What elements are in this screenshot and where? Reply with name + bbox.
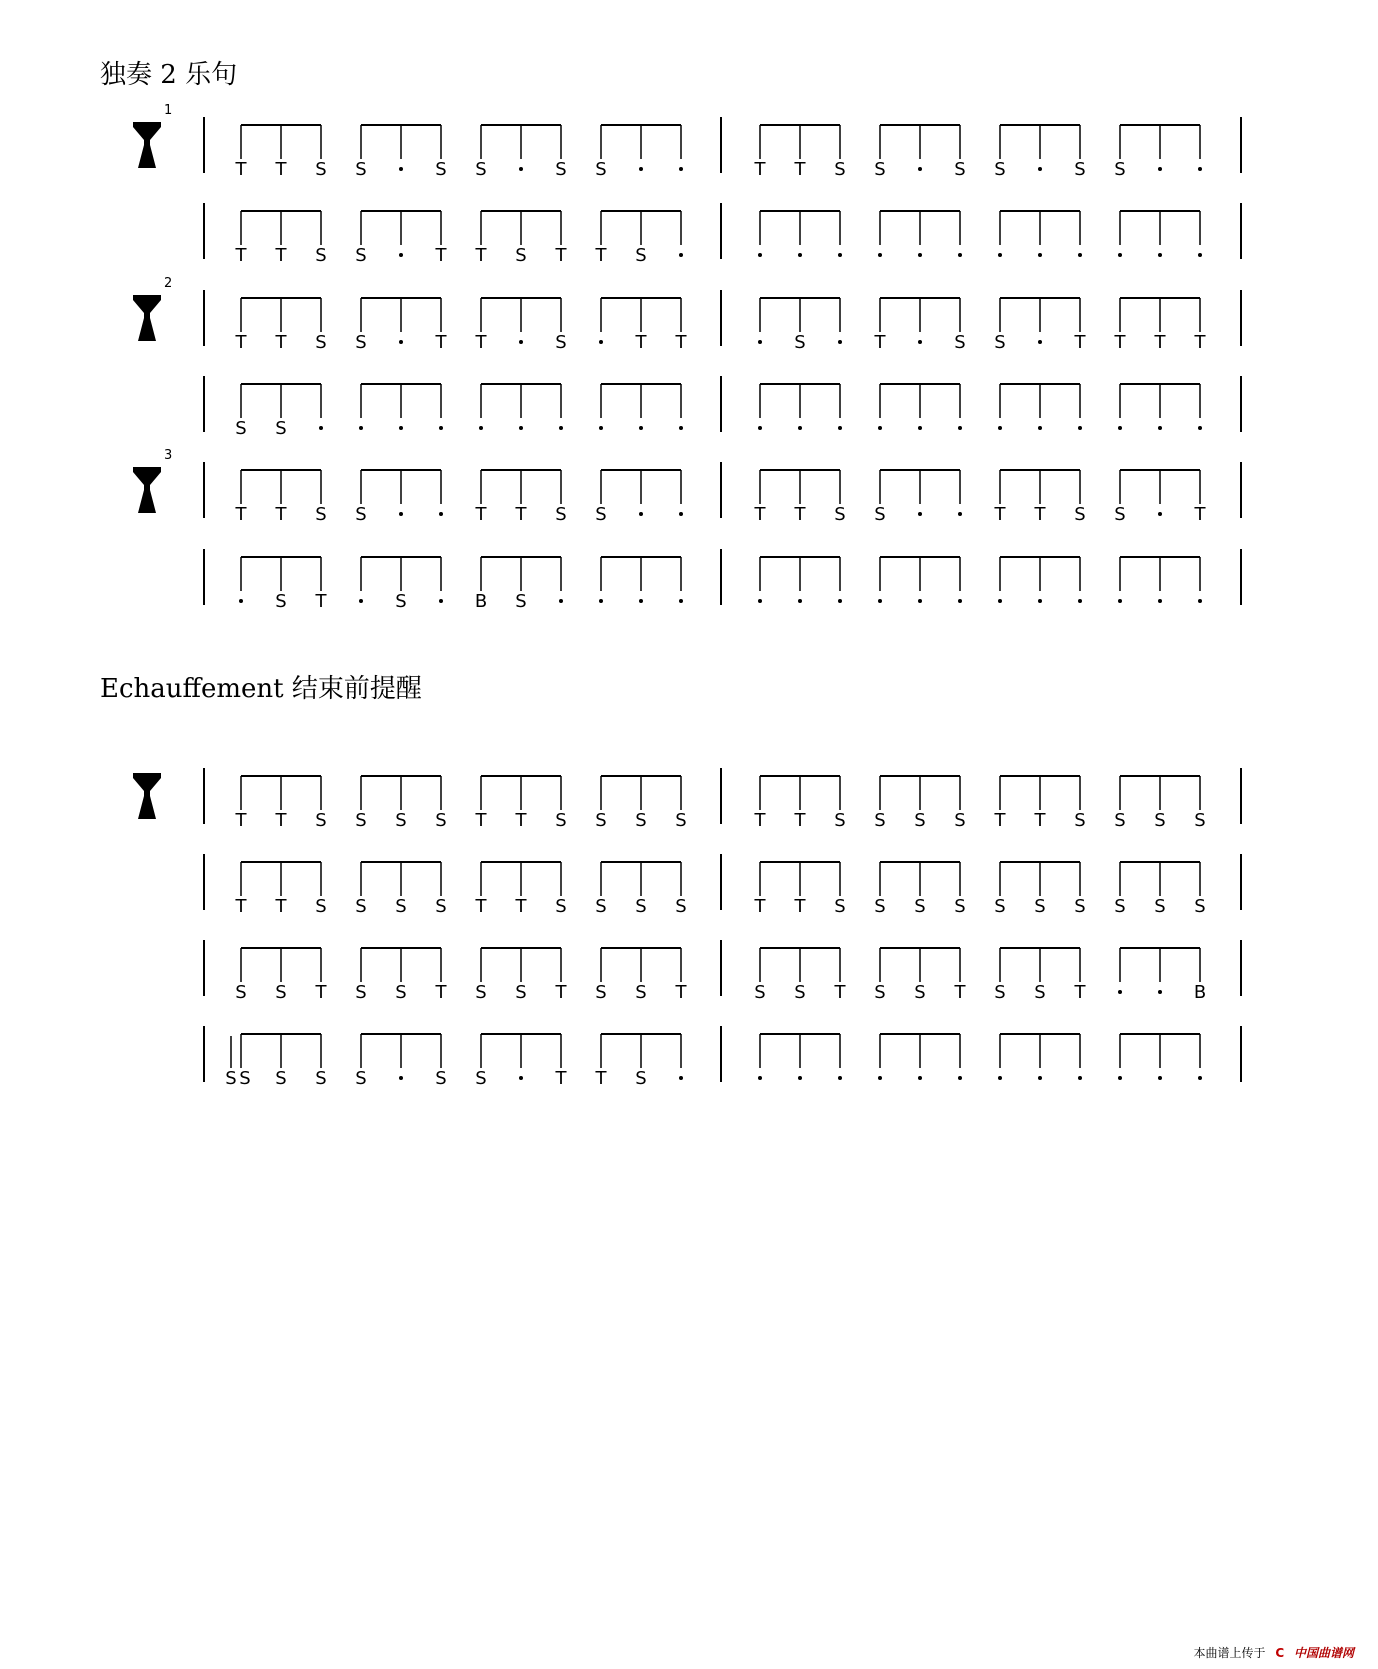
note-label: S — [555, 159, 567, 180]
phrase-number: 3 — [164, 448, 173, 463]
rest-dot — [639, 512, 643, 516]
note-label: S — [635, 245, 647, 266]
note-label: S — [754, 982, 766, 1003]
note-label: S — [355, 245, 367, 266]
rest-dot — [1118, 990, 1122, 994]
rest-dot — [918, 340, 922, 344]
note-label: S — [834, 159, 846, 180]
phrase-number: 2 — [164, 276, 173, 291]
rest-dot — [758, 253, 762, 257]
rest-dot — [399, 426, 403, 430]
rest-dot — [838, 1076, 842, 1080]
note-label: S — [954, 810, 966, 831]
footer-site: 中国曲谱网 — [1293, 1646, 1354, 1660]
rest-dot — [1078, 1076, 1082, 1080]
note-label: S — [435, 896, 447, 917]
note-label: S — [914, 896, 926, 917]
note-label: S — [275, 982, 287, 1003]
note-label: S — [1034, 896, 1046, 917]
note-label: T — [315, 982, 327, 1003]
rest-dot — [679, 1076, 683, 1080]
note-label: T — [834, 982, 846, 1003]
note-label: S — [355, 982, 367, 1003]
note-label: S — [1034, 982, 1046, 1003]
note-label: T — [754, 504, 766, 525]
note-label: T — [1194, 332, 1206, 353]
rest-dot — [399, 1076, 403, 1080]
note-label: S — [435, 1068, 447, 1089]
rest-dot — [439, 426, 443, 430]
note-label: S — [994, 332, 1006, 353]
rest-dot — [559, 426, 563, 430]
rest-dot — [439, 512, 443, 516]
rest-dot — [918, 167, 922, 171]
note-label: T — [235, 332, 247, 353]
note-label: T — [435, 245, 447, 266]
note-label: T — [435, 332, 447, 353]
note-label: T — [635, 332, 647, 353]
rest-dot — [679, 253, 683, 257]
note-label: S — [994, 159, 1006, 180]
rest-dot — [599, 599, 603, 603]
note-label: T — [1074, 982, 1086, 1003]
note-label: S — [1194, 896, 1206, 917]
rest-dot — [758, 340, 762, 344]
note-label: S — [954, 896, 966, 917]
rest-dot — [878, 253, 882, 257]
note-label: T — [794, 810, 806, 831]
note-label: S — [954, 332, 966, 353]
rest-dot — [599, 426, 603, 430]
note-label: S — [994, 896, 1006, 917]
note-label: T — [475, 896, 487, 917]
rest-dot — [878, 426, 882, 430]
note-label: S — [1074, 159, 1086, 180]
note-label: S — [275, 418, 287, 439]
note-label: S — [395, 591, 407, 612]
footer-text: 本曲谱上传于 — [1193, 1646, 1266, 1660]
note-label: T — [275, 245, 287, 266]
note-label: T — [754, 810, 766, 831]
rest-dot — [1158, 253, 1162, 257]
note-label: S — [435, 159, 447, 180]
section-title-solo: 独奏 2 乐句 — [100, 60, 238, 90]
note-label: T — [275, 504, 287, 525]
note-label: T — [874, 332, 886, 353]
rest-dot — [1118, 599, 1122, 603]
rest-dot — [838, 340, 842, 344]
rest-dot — [1038, 426, 1042, 430]
rest-dot — [838, 253, 842, 257]
note-label: S — [994, 982, 1006, 1003]
rest-dot — [1038, 340, 1042, 344]
note-label: S — [315, 1068, 327, 1089]
note-label: T — [994, 504, 1006, 525]
djembe-icon — [133, 122, 161, 168]
rest-dot — [519, 167, 523, 171]
note-label: T — [794, 896, 806, 917]
note-label: T — [794, 159, 806, 180]
rest-dot — [1038, 599, 1042, 603]
note-label: S — [834, 896, 846, 917]
footer-watermark — [1194, 1644, 1355, 1661]
rest-dot — [439, 599, 443, 603]
rest-dot — [679, 599, 683, 603]
note-label: S — [239, 1068, 251, 1089]
note-label: S — [475, 982, 487, 1003]
note-label: S — [355, 896, 367, 917]
note-label: S — [275, 1068, 287, 1089]
rest-dot — [958, 426, 962, 430]
note-label: T — [595, 245, 607, 266]
note-label: S — [874, 810, 886, 831]
note-label: S — [355, 504, 367, 525]
rest-dot — [639, 426, 643, 430]
djembe-icon — [133, 773, 161, 819]
note-label: S — [275, 591, 287, 612]
note-label: S — [675, 810, 687, 831]
note-label: S — [355, 810, 367, 831]
rest-dot — [1038, 1076, 1042, 1080]
rest-dot — [1198, 1076, 1202, 1080]
rest-dot — [1118, 253, 1122, 257]
note-label: T — [994, 810, 1006, 831]
site-logo-icon: C — [1275, 1646, 1285, 1660]
note-label: T — [235, 810, 247, 831]
rest-dot — [758, 426, 762, 430]
note-label: S — [1074, 504, 1086, 525]
note-label: S — [1154, 810, 1166, 831]
note-label: S — [515, 591, 527, 612]
note-label: T — [275, 159, 287, 180]
rest-dot — [798, 599, 802, 603]
note-label: T — [675, 982, 687, 1003]
rest-dot — [798, 253, 802, 257]
note-label: T — [1074, 332, 1086, 353]
note-label: T — [475, 332, 487, 353]
rest-dot — [1158, 1076, 1162, 1080]
note-label: S — [435, 810, 447, 831]
note-label: S — [675, 896, 687, 917]
note-label: T — [675, 332, 687, 353]
rest-dot — [679, 167, 683, 171]
rest-dot — [918, 1076, 922, 1080]
note-label: S — [834, 810, 846, 831]
note-label: T — [275, 810, 287, 831]
note-label: T — [235, 504, 247, 525]
rest-dot — [1038, 253, 1042, 257]
note-label: S — [395, 810, 407, 831]
rest-dot — [758, 1076, 762, 1080]
note-label: T — [435, 982, 447, 1003]
note-label: S — [315, 332, 327, 353]
rest-dot — [1118, 1076, 1122, 1080]
note-label: T — [315, 591, 327, 612]
rest-dot — [1198, 167, 1202, 171]
rest-dot — [359, 426, 363, 430]
note-label: T — [515, 810, 527, 831]
rest-dot — [918, 512, 922, 516]
note-label: T — [475, 245, 487, 266]
note-label: S — [1114, 810, 1126, 831]
note-label: S — [1194, 810, 1206, 831]
note-label: T — [1034, 504, 1046, 525]
note-label: S — [794, 982, 806, 1003]
note-label: S — [475, 159, 487, 180]
note-label: T — [1154, 332, 1166, 353]
rest-dot — [399, 512, 403, 516]
rest-dot — [1038, 167, 1042, 171]
note-label: S — [1154, 896, 1166, 917]
rest-dot — [958, 253, 962, 257]
note-label: S — [595, 982, 607, 1003]
note-label: T — [235, 896, 247, 917]
rest-dot — [1158, 167, 1162, 171]
note-label: T — [275, 896, 287, 917]
djembe-icon — [133, 467, 161, 513]
note-label: S — [355, 159, 367, 180]
note-label: S — [555, 810, 567, 831]
note-label: S — [1074, 896, 1086, 917]
note-label: S — [1114, 159, 1126, 180]
rest-dot — [599, 340, 603, 344]
rest-dot — [998, 1076, 1002, 1080]
rest-dot — [679, 512, 683, 516]
note-label: S — [595, 896, 607, 917]
rest-dot — [679, 426, 683, 430]
note-label: S — [515, 245, 527, 266]
rest-dot — [958, 1076, 962, 1080]
note-label: S — [595, 159, 607, 180]
note-label: T — [754, 159, 766, 180]
note-label: S — [225, 1068, 237, 1089]
rest-dot — [918, 253, 922, 257]
note-label: T — [475, 810, 487, 831]
rest-dot — [519, 1076, 523, 1080]
section-title-echauffement: Echauffement 结束前提醒 — [100, 674, 422, 704]
note-label: S — [874, 504, 886, 525]
note-label: S — [515, 982, 527, 1003]
note-label: S — [555, 504, 567, 525]
rest-dot — [998, 599, 1002, 603]
rest-dot — [1198, 426, 1202, 430]
rest-dot — [319, 426, 323, 430]
note-label: S — [635, 1068, 647, 1089]
note-label: S — [595, 810, 607, 831]
note-label: S — [914, 982, 926, 1003]
rest-dot — [479, 426, 483, 430]
note-label: S — [954, 159, 966, 180]
note-label: T — [235, 159, 247, 180]
rest-dot — [1078, 426, 1082, 430]
rest-dot — [918, 599, 922, 603]
rest-dot — [1198, 253, 1202, 257]
note-label: T — [954, 982, 966, 1003]
note-label: S — [635, 982, 647, 1003]
note-label: S — [874, 982, 886, 1003]
note-label: S — [874, 159, 886, 180]
rest-dot — [639, 167, 643, 171]
note-label: T — [1034, 810, 1046, 831]
rest-dot — [359, 599, 363, 603]
rest-dot — [399, 167, 403, 171]
rest-dot — [1158, 990, 1162, 994]
rest-dot — [798, 1076, 802, 1080]
note-label: S — [355, 332, 367, 353]
note-label: S — [635, 810, 647, 831]
rest-dot — [1078, 599, 1082, 603]
rest-dot — [958, 512, 962, 516]
rest-dot — [639, 599, 643, 603]
djembe-icon — [133, 295, 161, 341]
note-label: S — [475, 1068, 487, 1089]
rest-dot — [239, 599, 243, 603]
note-label: S — [395, 982, 407, 1003]
note-label: T — [1194, 504, 1206, 525]
rest-dot — [918, 426, 922, 430]
note-label: T — [794, 504, 806, 525]
rest-dot — [958, 599, 962, 603]
note-label: S — [1114, 896, 1126, 917]
rest-dot — [998, 253, 1002, 257]
rest-dot — [878, 1076, 882, 1080]
note-label: S — [874, 896, 886, 917]
note-label: S — [315, 810, 327, 831]
rest-dot — [838, 426, 842, 430]
note-label: T — [235, 245, 247, 266]
rest-dot — [998, 426, 1002, 430]
note-label: T — [275, 332, 287, 353]
note-label: S — [235, 982, 247, 1003]
note-label: T — [1114, 332, 1126, 353]
rest-dot — [1158, 599, 1162, 603]
note-label: S — [395, 896, 407, 917]
note-label: S — [315, 896, 327, 917]
rest-dot — [519, 340, 523, 344]
note-label: S — [315, 159, 327, 180]
note-label: S — [1074, 810, 1086, 831]
note-label: S — [315, 245, 327, 266]
rest-dot — [1158, 512, 1162, 516]
rest-dot — [1118, 426, 1122, 430]
phrase-number: 1 — [164, 103, 173, 118]
note-label: T — [515, 504, 527, 525]
note-label: S — [555, 896, 567, 917]
note-label: T — [754, 896, 766, 917]
note-label: S — [355, 1068, 367, 1089]
rest-dot — [1198, 599, 1202, 603]
rest-dot — [758, 599, 762, 603]
rest-dot — [399, 253, 403, 257]
note-label: S — [235, 418, 247, 439]
note-label: S — [834, 504, 846, 525]
note-label: S — [555, 332, 567, 353]
note-label: T — [555, 982, 567, 1003]
note-label: B — [1193, 982, 1207, 1003]
rest-dot — [1158, 426, 1162, 430]
rest-dot — [519, 426, 523, 430]
note-label: S — [794, 332, 806, 353]
note-label: T — [595, 1068, 607, 1089]
rest-dot — [559, 599, 563, 603]
rest-dot — [878, 599, 882, 603]
rest-dot — [1078, 253, 1082, 257]
note-label: T — [555, 245, 567, 266]
rest-dot — [798, 426, 802, 430]
note-label: S — [315, 504, 327, 525]
note-label: T — [475, 504, 487, 525]
note-label: S — [914, 810, 926, 831]
note-label: T — [555, 1068, 567, 1089]
note-label: S — [1114, 504, 1126, 525]
note-label: S — [595, 504, 607, 525]
note-label: T — [515, 896, 527, 917]
rest-dot — [399, 340, 403, 344]
note-label: B — [474, 591, 488, 612]
note-label: S — [635, 896, 647, 917]
rest-dot — [838, 599, 842, 603]
